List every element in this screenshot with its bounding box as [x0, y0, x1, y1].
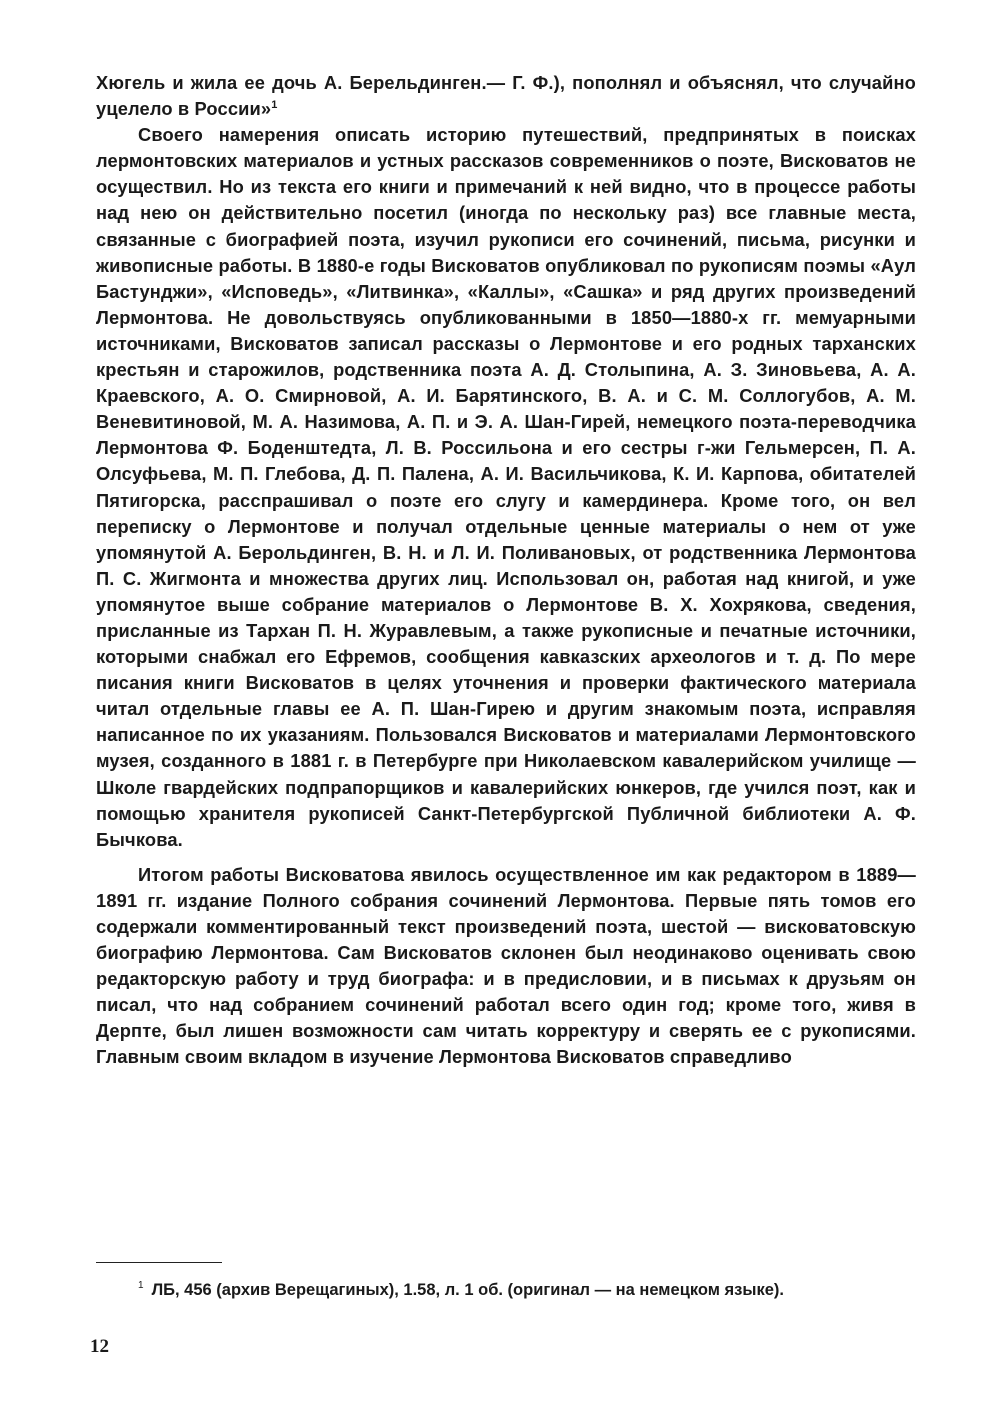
paragraph-1	[96, 70, 916, 122]
main-text	[96, 70, 916, 1071]
footnote-divider	[96, 1262, 222, 1263]
paragraph-1-text: Хюгель и жила ее дочь А. Берельдинген.— Г. Ф.), пополнял и объяснял, что случайно уцелело в России»	[96, 72, 916, 120]
paragraph-3: Итогом работы Висковатова явилось осуществленное им как редактором в 1889—1891 гг. издание Полного собрания сочинений Лермонтова. Первые пять томов его содержали комментированный текст произведений поэта, шестой — висковатовскую биографию Лермонтова. Сам Висковатов склонен был неодинаково оценивать свою редакторскую работу и труд биографа: и в предисловии, и в письмах к друзьям он писал, что над собранием сочинений работал всего один год; кроме того, живя в Дерпте, был лишен возможности сам читать корректуру и сверять ее с рукописями. Главным своим вкладом в изучение Лермонтова Висковатов справедливо	[96, 863, 916, 1068]
footnote-reference: 1	[271, 99, 278, 112]
paragraph-2: Своего намерения описать историю путешествий, предпринятых в поисках лермонтовских материалов и устных рассказов современников о поэте, Висковатов не осуществил. Но из текста его книги и примечаний к ней видно, что в процессе работы над нею он действительно посетил (иногда по нескольку раз) все главные места, связанные с биографией поэта, изучил рукописи его сочинений, письма, рисунки и живописные работы. В 1880-е годы Висковатов опубликовал по рукописям поэмы «Аул Бастунджи», «Исповедь», «Литвинка», «Каллы», «Сашка» и ряд других произведений Лермонтова. Не довольствуясь опубликованными в 1850—1880-х гг. мемуарными источниками, Висковатов записал рассказы о Лермонтове и его родных тарханских крестьян и старожилов, родственника поэта А. Д. Столыпина, А. З. Зиновьева, А. А. Краевского, А. О. Смирновой, А. И. Барятинского, В. А. и С. М. Соллогубов, А. М. Веневитиновой, М. А. Назимова, А. П. и Э. А. Шан-Гирей, немецкого поэта-переводчика Лермонтова Ф. Боденштедта, Л. В. Россильона и его сестры г-жи Гельмерсен, П. А. Олсуфьева, М. П. Глебова, Д. П. Палена, А. И. Васильчикова, К. И. Карпова, обитателей Пятигорска, расспрашивал о поэте его слугу и камердинера. Кроме того, он вел переписку о Лермонтове и получал отдельные ценные материалы о нем от уже упомянутой А. Берольдинген, В. Н. и Л. И. Поливановых, от родственника Лермонтова П. С. Жигмонта и множества других лиц. Использовал он, работая над книгой, и уже упомянутое выше собрание материалов о Лермонтове В. Х. Хохрякова, сведения, присланные из Тархан П. Н. Журавлевым, а также рукописные и печатные источники, которыми снабжал его Ефремов, сообщения кавказских археологов и т. д. По мере писания книги Висковатов в целях уточнения и проверки фактического материала читал отдельные главы ее А. П. Шан-Гирею и другим знакомым поэта, исправляя написанное по их указаниям. Пользовался Висковатов и материалами Лермонтовского музея, созданного в 1881 г. в Петербурге при Николаевском кавалерийском училище — Школе гвардейских подпрапорщиков и кавалерийских юнкеров, где учился поэт, как и помощью хранителя рукописей Санкт-Петербургской Публичной библиотеки А. Ф. Бычкова.	[96, 124, 916, 850]
footnote-mark: 1	[138, 1280, 144, 1291]
footnote-text: ЛБ, 456 (архив Верещагиных), 1.58, л. 1 об. (оригинал — на немецком языке).	[151, 1281, 784, 1299]
page-number: 12	[90, 1336, 109, 1357]
footnote	[96, 1279, 916, 1301]
